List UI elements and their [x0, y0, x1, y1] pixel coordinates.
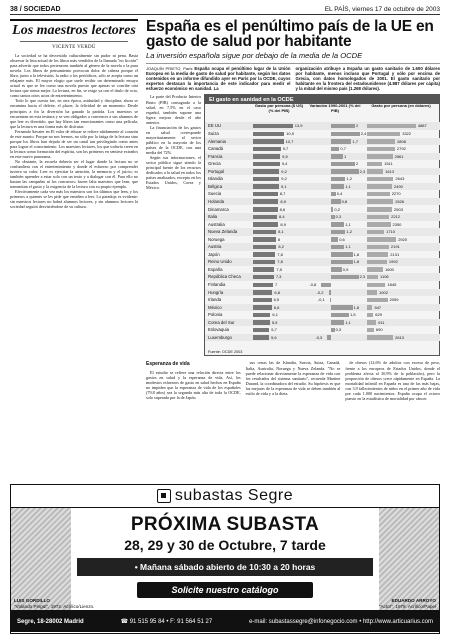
chart-row — [205, 266, 440, 274]
chart-row — [205, 183, 440, 191]
value-label: 2643 — [395, 176, 405, 182]
value-label: 629 — [375, 312, 382, 318]
value-label: 7,8 — [277, 251, 283, 257]
value-label: 8,4 — [279, 214, 285, 220]
left-article-title: Los maestros lectores — [10, 19, 138, 38]
bar-variation — [331, 230, 345, 235]
chart-row — [205, 190, 440, 198]
bar-gdp-share — [253, 177, 279, 182]
bar-spend-per-person — [367, 139, 395, 144]
bar-spend-per-person — [367, 132, 400, 137]
value-label: 8,1 — [278, 229, 284, 235]
bar-gdp-share — [253, 192, 278, 197]
chart-row — [205, 160, 440, 168]
country-label: Italia — [208, 214, 218, 220]
bar-spend-per-person — [367, 169, 383, 174]
bar-spend-per-person — [367, 147, 395, 152]
bar-variation — [331, 154, 343, 159]
value-label: 1002 — [379, 289, 388, 295]
bar-variation — [331, 267, 342, 272]
bar-gdp-share — [253, 313, 270, 318]
bar-variation — [331, 328, 335, 333]
artist-name: EDUARDO ARROYO — [391, 598, 436, 604]
value-label: 10,7 — [285, 138, 294, 144]
bar-variation — [331, 169, 359, 174]
right-article-subtitle: La inversión española sigue por debajo de la media de la OCDE — [146, 51, 363, 60]
chart-row — [205, 296, 440, 304]
bar-variation — [329, 290, 331, 295]
value-label: 1613 — [385, 168, 395, 174]
value-label: -0,2 — [316, 289, 324, 295]
value-label: 13,9 — [294, 123, 303, 129]
bar-gdp-share — [253, 199, 278, 204]
chart-row — [205, 251, 440, 259]
bar-variation — [331, 192, 336, 197]
bar-spend-per-person — [367, 320, 376, 325]
bar-spend-per-person — [367, 222, 391, 227]
bar-gdp-share — [253, 215, 277, 220]
value-label: 1,8 — [353, 251, 360, 257]
bar-variation — [331, 275, 359, 280]
country-label: Australia — [208, 221, 225, 227]
value-label: 690 — [375, 327, 383, 333]
value-label: 2059 — [389, 297, 399, 303]
value-label: 8,9 — [280, 198, 286, 204]
bar-spend-per-person — [367, 162, 382, 167]
value-label: 6,1 — [272, 312, 278, 318]
page-header — [10, 6, 440, 15]
bar-gdp-share — [253, 169, 279, 174]
value-label: 1,1 — [345, 183, 351, 189]
chart-source: Fuente: OCDE 2003 — [208, 350, 243, 355]
artist-name: LUIS GORDILLO — [14, 598, 50, 604]
value-label: 2131 — [390, 251, 400, 257]
bar-gdp-share — [253, 283, 273, 288]
country-label: Austria — [208, 244, 222, 250]
chart-row — [205, 145, 440, 153]
country-label: Nueva Zelanda — [208, 229, 238, 235]
paragraph: Todo lo que cuesta fue, en otra época, asiduidad y disciplina; ahora se encamina hacia el deleite, el placer, la felicidad de un momento. Desde principios a fin la diversión ha ganado la partida. Los maestros se encuentran en esta tesitura y se ven obligados a convencer a sus alumnos de que leer es divertido, que hay libros tan emocionantes como una película, que la lectura es una forma más de disfrutar. — [10, 98, 138, 129]
ad-exhibition-hours: • Mañana sábado abierto de 10:30 a 20 horas — [77, 558, 373, 576]
value-label: 2212 — [391, 214, 401, 220]
country-label: Suecia — [208, 191, 222, 197]
value-label: 547 — [374, 304, 382, 310]
country-label: Corea del Sur — [208, 319, 235, 325]
right-article — [146, 19, 440, 493]
ad-headline: PRÓXIMA SUBASTA — [130, 514, 320, 535]
bar-variation — [331, 132, 360, 137]
bar-spend-per-person — [367, 252, 388, 257]
page-section: 38 / SOCIEDAD — [10, 6, 61, 13]
bar-variation — [331, 124, 355, 129]
paragraph: La parte del Producto Interior Bruto (PIB) consagrada a la salud, en 7,5% en el caso español, también supone una ligera mejora desde el año anterior. — [146, 94, 201, 125]
bar-gdp-share — [253, 132, 284, 137]
value-label: 2613 — [395, 334, 405, 340]
value-label: 2191 — [390, 244, 400, 250]
value-label: 2,4 — [360, 131, 367, 137]
country-label: Eslovaquia — [208, 327, 230, 333]
paragraph: Según sus informaciones, el sector público sigue siendo la principal fuente de los recursos dedicados a la salud en todos los países analizados, excepto en los Estados Unidos, Corea y México. — [146, 155, 201, 191]
bar-variation — [331, 313, 349, 318]
paragraph: Fernando Savater en El valor de educar se refiere nítidamente al corazón de este asunto. Porque no nos leemos, no sólo por la fatiga de la lectura sino porque los libros han dejado de ser un canal tan privilegiado como antes para lograr el conocimiento. Los maestros lectores, los que todavía creen en la lectura como formación del espíritu, son los primeros en sentirse extraños en este nuevo panorama. — [10, 128, 138, 159]
value-label: -0,1 — [317, 297, 325, 303]
value-label: 9,2 — [281, 168, 287, 174]
chart-title: El gasto en sanidad en la OCDE — [205, 95, 439, 104]
lead-column — [146, 66, 291, 91]
bar-variation — [331, 199, 341, 204]
value-label: 8 — [277, 236, 281, 242]
country-label: Luxemburgo — [208, 334, 232, 340]
value-label: 2808 — [397, 138, 406, 144]
bar-spend-per-person — [367, 237, 396, 242]
artwork-description: "Volando Pingüí", 1972. Acrílico/Lienzo. — [14, 603, 95, 609]
bar-gdp-share — [253, 252, 275, 257]
bar-variation — [331, 237, 338, 242]
bar-variation — [331, 222, 344, 227]
bar-spend-per-person — [367, 335, 393, 340]
value-label: 0,4 — [336, 191, 343, 197]
chart-row — [205, 326, 440, 334]
bar-variation — [331, 260, 353, 265]
country-label: España — [208, 266, 223, 272]
value-label: 6,8 — [274, 289, 280, 295]
country-label: Grecia — [208, 161, 221, 167]
bar-spend-per-person — [367, 328, 374, 333]
bar-spend-per-person — [367, 275, 378, 280]
column-header: Gasto por persona ($ US) (% del PIB) — [254, 103, 304, 113]
value-label: -0,3 — [315, 334, 323, 340]
country-label: Noruega — [208, 236, 225, 242]
section-heading: Esperanza de vida — [146, 361, 190, 368]
left-article — [10, 19, 138, 493]
value-label: 1,1 — [345, 319, 351, 325]
value-label: 0,9 — [342, 266, 349, 272]
bar-spend-per-person — [367, 199, 393, 204]
title-divider — [20, 41, 128, 42]
value-label: 2,3 — [359, 168, 366, 174]
value-label: 1,5 — [350, 312, 356, 318]
chart-row — [205, 319, 440, 327]
country-label: Alemania — [208, 138, 226, 144]
bar-gdp-share — [253, 267, 274, 272]
bar-spend-per-person — [367, 283, 385, 288]
value-label: 0,3 — [335, 214, 342, 220]
bar-variation — [331, 245, 344, 250]
bar-gdp-share — [253, 320, 270, 325]
country-label: Reino Unido — [208, 259, 232, 265]
chart-row — [205, 175, 440, 183]
chart-row — [205, 168, 440, 176]
bar-gdp-share — [253, 260, 275, 265]
bar-spend-per-person — [367, 313, 373, 318]
country-label: Irlanda — [208, 297, 222, 303]
value-label: 1106 — [380, 274, 389, 280]
value-label: 8,7 — [279, 191, 286, 197]
value-label: 8,9 — [280, 221, 286, 227]
value-label: 1,1 — [345, 221, 351, 227]
bar-spend-per-person — [367, 260, 387, 265]
article-column — [345, 360, 440, 493]
value-label: 2920 — [398, 236, 408, 242]
country-label: Hungría — [208, 289, 224, 295]
value-label: 2503 — [394, 206, 403, 212]
bar-variation — [331, 252, 353, 257]
ad-email-link[interactable]: e-mail: subastassegre@infonegocio.com • http://www.articuarius.com — [249, 618, 433, 625]
bar-spend-per-person — [367, 305, 372, 310]
country-label: Francia — [208, 153, 223, 159]
lead-column: organización atribuye a España un gasto sanitario de 1.600 dólares por habitante, menos incluso que Portugal y sólo por encima de Grecia, con datos homologados de 2001. El gasto sanitario por habitante en la frontera del estadounidense (4.887 dólares per cápita) y la mitad del mismo país (1.268 dólares). — [295, 66, 440, 92]
left-article-byline: VICENTE VERDÚ — [52, 45, 96, 50]
country-label: Canadá — [208, 146, 224, 152]
value-label: 7,5 — [276, 266, 282, 272]
bar-variation — [331, 184, 344, 189]
bar-gdp-share — [253, 124, 293, 129]
value-label: 0,8 — [341, 198, 348, 204]
bar-gdp-share — [253, 298, 272, 303]
chart-row — [205, 304, 440, 312]
chart-row — [205, 221, 440, 229]
value-label: 9,2 — [281, 176, 287, 182]
auction-advertisement — [10, 484, 440, 634]
value-label: 1 — [344, 153, 347, 159]
value-label: 9,1 — [281, 183, 287, 189]
bar-gdp-share — [253, 305, 272, 310]
bar-variation — [327, 335, 331, 340]
value-label: 1992 — [388, 259, 398, 265]
bar-spend-per-person — [367, 245, 389, 250]
value-label: 2 — [356, 123, 359, 129]
value-label: 0,7 — [340, 146, 346, 152]
bar-gdp-share — [253, 222, 278, 227]
bar-spend-per-person — [367, 290, 377, 295]
value-label: 6,6 — [273, 304, 280, 310]
value-label: 5,7 — [271, 327, 277, 333]
bar-variation — [331, 139, 351, 144]
bar-gdp-share — [253, 237, 276, 242]
value-label: 7 — [275, 282, 278, 288]
bar-spend-per-person — [367, 267, 383, 272]
bar-variation — [331, 177, 345, 182]
paragraph: La sociedad se ha desvestido culturalmente sin pudor ni pena. Basta observar la lista actual de los libros más vendidos de la llamada "no ficción" para advertir que todos pertenecen también al género de la novela o la pura novela. Los libros de pensamiento provocan dolor de cabeza porque el libro, junto a la televisión, la radio o los periódicos, sólo se acepta como un relajante más. El mayor elogio que suele recibir un determinado ensayo actual es que se lee como una novela puesto que apenas se concibe otra lectura que sienta mejor. La lectura, en fin, se exige ya con el título de ocio, como tantos otros actos de entretenimiento. — [10, 53, 138, 99]
value-label: -0,8 — [309, 282, 317, 288]
country-label: República Checa — [208, 274, 241, 280]
value-label: 6,5 — [273, 297, 280, 303]
chart-row — [205, 258, 440, 266]
chart-row — [205, 311, 440, 319]
paragraph: La financiación de los gastos en salud corresponde mayoritariamente al sector público en la mayoría de los países de la OCDE, con una media del 72%. — [146, 124, 201, 155]
value-label: 9,4 — [281, 161, 288, 167]
value-label: 9,7 — [282, 146, 289, 152]
bar-spend-per-person — [367, 154, 393, 159]
country-label: Finlandia — [208, 282, 226, 288]
bar-gdp-share — [253, 139, 284, 144]
chart-row — [205, 243, 440, 251]
chart-row — [205, 122, 440, 130]
value-label: 1,8 — [353, 304, 360, 310]
value-label: 1600 — [385, 266, 394, 272]
value-label: 2626 — [395, 198, 405, 204]
bar-variation — [331, 207, 333, 212]
right-article-byline: JOAQUÍN PRIETO, París — [146, 66, 193, 71]
bar-spend-per-person — [367, 298, 388, 303]
country-label: Suiza — [208, 131, 219, 137]
value-label: 1511 — [384, 161, 393, 167]
paragraph: de obesos (12,6% de adultos con exceso de peso, frente a los europeos de Estados Unidos, donde el problema afecta al 30,9% de la población), pero la proporción de obesos crece rápidamente en España. La mortalidad infantil en España es una de las más bajas, con 3,9 fallecimientos de niños en el primer año de vida por cada 1.000 nacimientos. España ocupa el octavo puesto en la estadística de mortalidad por cáncer. — [345, 360, 440, 401]
value-label: 3322 — [402, 131, 412, 137]
value-label: 4887 — [417, 123, 427, 129]
catalog-request-button[interactable]: Solicite nuestro catálogo — [137, 582, 312, 598]
ad-brand: subastas Segre — [174, 487, 294, 504]
country-label: Portugal — [208, 168, 225, 174]
country-label: Holanda — [208, 198, 225, 204]
value-label: 1,8 — [353, 259, 360, 265]
bar-gdp-share — [253, 207, 278, 212]
left-article-body — [10, 53, 138, 209]
right-article-column — [146, 94, 201, 190]
value-label: 1,1 — [345, 244, 351, 250]
right-article-title: España es el penúltimo país de la UE en gasto de salud por habitante — [146, 19, 434, 50]
bar-gdp-share — [253, 230, 276, 235]
value-label: 8,2 — [278, 244, 284, 250]
value-label: 1,2 — [346, 229, 352, 235]
chart-row — [205, 228, 440, 236]
bar-gdp-share — [253, 162, 280, 167]
value-label: 1845 — [387, 282, 397, 288]
chart-row — [205, 138, 440, 146]
value-label: 2561 — [394, 153, 404, 159]
bar-spend-per-person — [367, 124, 416, 129]
value-label: 2 — [356, 161, 359, 167]
lead-text: España ocupa el penúltimo lugar de la Unión Europea en la media de gasto de salud por habitante, según los datos contenidos en un informe difundido ayer en París por la OCDE, cuyos expertos destacan la importancia de este indicador para medir el esfuerzo económico en sanidad. La — [146, 66, 291, 92]
ad-header — [11, 485, 439, 508]
value-label: 5,9 — [271, 319, 278, 325]
artwork-image-left — [11, 508, 71, 610]
bar-variation — [331, 215, 335, 220]
country-label: Bélgica — [208, 183, 223, 189]
bar-variation — [330, 298, 331, 303]
bar-spend-per-person — [367, 177, 393, 182]
country-label: México — [208, 304, 222, 310]
paragraph: No obstante, la escuela debería ser el lugar donde la lectura no se confundiera con el entretenimiento y donde el esfuerzo por comprender tuviera su valor. Leer es ejercitar la atención, la memoria y el juicio; es también aprender a estar solo con un texto y a dialogar con él. Para ello no bastan las campañas ni los concursos: hacen falta maestros que lean, que transmitan el gusto y la exigencia de la lectura con su propio ejemplo. — [10, 158, 138, 190]
chart-row — [205, 213, 440, 221]
paragraph: Efectivamente cada vez más los maestros son los últimos que leen, y los primeros a quienes se les pide que enseñen a leer. La paradoja es evidente: sin maestros lectores no habrá alumnos lectores, y sin alumnos lectores la sociedad seguirá desvistiéndose de su cultura. — [10, 189, 138, 210]
chart-row — [205, 153, 440, 161]
bar-gdp-share — [253, 184, 279, 189]
bar-variation — [331, 147, 339, 152]
value-label: 2270 — [391, 191, 401, 197]
paper-date: EL PAÍS, viernes 17 de octubre de 2003 — [324, 6, 440, 13]
bar-gdp-share — [253, 290, 272, 295]
bar-spend-per-person — [367, 192, 390, 197]
chart-row — [205, 236, 440, 244]
value-label: 1710 — [386, 229, 395, 235]
bar-variation — [331, 320, 344, 325]
value-label: 10,9 — [286, 131, 294, 137]
bar-variation — [321, 283, 331, 288]
value-label: 8,6 — [279, 206, 286, 212]
chart-row — [205, 130, 440, 138]
value-label: 7,8 — [277, 259, 283, 265]
artwork-caption-right — [379, 598, 436, 609]
bar-variation — [331, 305, 353, 310]
value-label: 0,6 — [339, 236, 345, 242]
bar-spend-per-person — [367, 184, 392, 189]
chart-row — [205, 289, 440, 297]
bar-spend-per-person — [367, 207, 392, 212]
chart-row — [205, 334, 440, 342]
value-label: 0,2 — [334, 206, 340, 212]
bar-gdp-share — [253, 154, 280, 159]
value-label: 5,6 — [271, 334, 277, 340]
value-label: 1,2 — [346, 176, 352, 182]
chart-row — [205, 281, 440, 289]
value-label: 2490 — [393, 183, 403, 189]
value-label: 2792 — [396, 146, 406, 152]
artwork-caption-left — [14, 598, 94, 609]
ad-footer — [11, 610, 439, 632]
value-label: 9,5 — [282, 153, 288, 159]
country-label: Dinamarca — [208, 206, 229, 212]
value-label: 7,3 — [275, 274, 282, 280]
bar-gdp-share — [253, 335, 269, 340]
health-spending-chart — [204, 94, 440, 356]
paragraph: sus cenas las de Islandia, Suecia, Suiza, Canadá, Italia, Australia, Noruega y Nueva Zelanda. "No se puede relacionar directamente la esperanza de vida con los resultados del sistema sanitario", recuerda Martine Durand, la coordinadora del estudio. Su hipótesis es que las mejoras de la esperanza de vida se deben también al estilo de vida y a la dieta. — [245, 360, 341, 396]
bar-gdp-share — [253, 275, 274, 280]
country-label: EE UU — [208, 123, 222, 129]
value-label: 911 — [378, 319, 385, 325]
value-label: 0,3 — [335, 327, 342, 333]
value-label: 2350 — [392, 221, 402, 227]
column-header: Variación 1990-2001 (% del PIB) — [309, 103, 361, 113]
value-label: 2,3 — [359, 274, 366, 280]
right-article-lead — [146, 63, 440, 91]
value-label: 1,7 — [352, 138, 358, 144]
bar-gdp-share — [253, 328, 269, 333]
country-label: Islandia — [208, 176, 223, 182]
bar-variation — [331, 162, 355, 167]
segre-logo-icon — [157, 489, 171, 503]
chart-row — [205, 206, 440, 214]
ad-phone: ☎ 91 515 95 84 • F: 91 564 51 27 — [120, 619, 213, 625]
bar-spend-per-person — [367, 230, 384, 235]
chart-row — [205, 273, 440, 281]
article-column — [146, 360, 241, 493]
ad-dates: 28, 29 y 30 de Octubre, 7 tarde — [124, 537, 326, 553]
country-label: Polonia — [208, 312, 223, 318]
chart-row — [205, 198, 440, 206]
article-column — [246, 360, 341, 493]
column-header: Gasto por persona (en dólares) — [371, 103, 431, 109]
ad-address: Segre, 18-28002 Madrid — [17, 618, 84, 625]
bar-gdp-share — [253, 245, 276, 250]
artwork-image-right — [379, 508, 439, 610]
paragraph: El estudio se refiere una relación directa entre los gastos en salud y la esperanza de vida. Así, los modestos esfuerzos de gasto en salud hechos en España no impiden que la esperanza de vida de los españoles (79,8 años) sea la segunda más alta de toda la OCDE, solo superada por la de Japón. — [146, 369, 241, 400]
artwork-description: "Actor", 1978. Acrílico/Papel — [378, 603, 436, 609]
country-label: Japón — [208, 251, 220, 257]
bar-gdp-share — [253, 147, 281, 152]
bar-spend-per-person — [367, 215, 389, 220]
